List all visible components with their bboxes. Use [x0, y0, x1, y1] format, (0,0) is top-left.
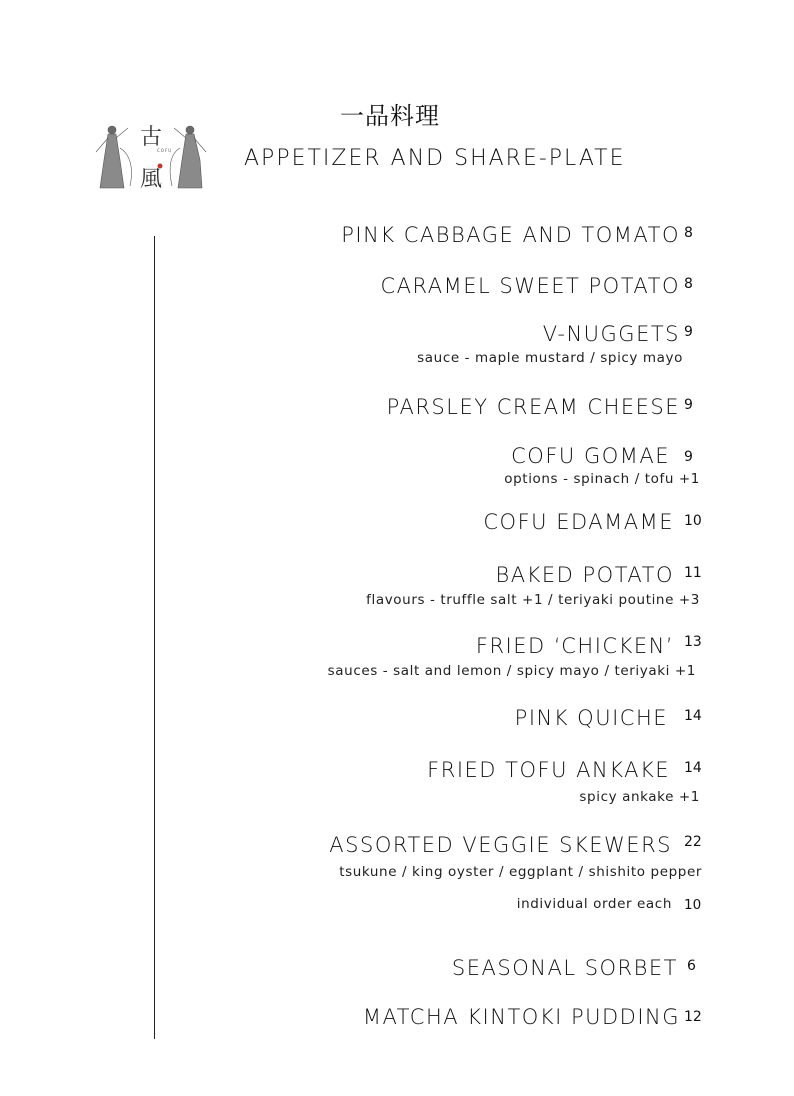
menu-item-price: 8: [684, 225, 693, 241]
menu-item-price: 14: [684, 708, 702, 724]
logo-subtext: COFU: [157, 148, 173, 153]
cofu-logo: [90, 118, 210, 198]
menu-item-name: PARSLEY CREAM CHEESE: [386, 395, 680, 419]
menu-item-name: SEASONAL SORBET: [451, 956, 678, 980]
menu-item-name: COFU EDAMAME: [483, 510, 674, 534]
menu-item-price: 8: [684, 276, 693, 292]
menu-item-name: PINK CABBAGE AND TOMATO: [341, 223, 680, 247]
menu-item-price: 10: [684, 513, 702, 529]
menu-item-price: 9: [684, 324, 693, 340]
menu-item-name: CARAMEL SWEET POTATO: [380, 274, 680, 298]
menu-item-price: 11: [684, 565, 702, 581]
menu-item-name: FRIED TOFU ANKAKE: [427, 758, 670, 782]
menu-item-name: V-NUGGETS: [542, 322, 680, 346]
menu-item-name: FRIED ‘CHICKEN’: [475, 634, 674, 658]
menu-item-price: 9: [684, 449, 693, 465]
logo-char-top: 古: [140, 125, 163, 150]
menu-item-name: MATCHA KINTOKI PUDDING: [362, 1005, 680, 1029]
menu-item-note: sauce - maple mustard / spicy mayo: [417, 350, 683, 366]
menu-item-name: PINK QUICHE: [514, 706, 668, 730]
vertical-divider: [154, 236, 155, 1039]
menu-item-price: 12: [684, 1009, 702, 1025]
menu-item-name: COFU GOMAE: [511, 444, 670, 468]
logo-char-bottom: 風: [140, 167, 163, 192]
menu-item-price: 6: [687, 958, 696, 974]
menu-item-note-individual: individual order each: [516, 896, 672, 912]
menu-item-name: ASSORTED VEGGIE SKEWERS: [329, 833, 672, 857]
menu-item-name: BAKED POTATO: [495, 563, 674, 587]
menu-item-price: 9: [684, 397, 693, 413]
menu-item-note: tsukune / king oyster / eggplant / shishito pepper: [339, 864, 702, 880]
menu-item-note-individual-price: 10: [684, 897, 702, 913]
menu-item-price: 13: [684, 634, 702, 650]
menu-item-note: spicy ankake +1: [579, 789, 700, 805]
menu-item-note: sauces - salt and lemon / spicy mayo / teriyaki +1: [327, 663, 696, 679]
menu-item-note: options - spinach / tofu +1: [504, 471, 700, 487]
japanese-title: 一品料理: [340, 102, 440, 130]
section-title: APPETIZER AND SHARE-PLATE: [244, 146, 626, 171]
menu-item-note: flavours - truffle salt +1 / teriyaki poutine +3: [366, 592, 700, 608]
menu-item-price: 22: [684, 834, 702, 850]
menu-item-price: 14: [684, 760, 702, 776]
